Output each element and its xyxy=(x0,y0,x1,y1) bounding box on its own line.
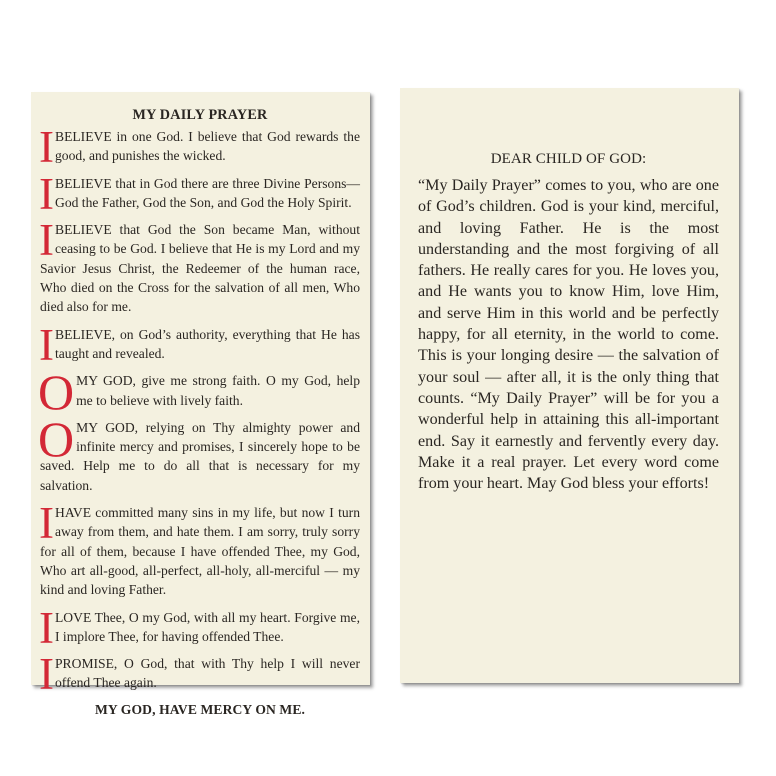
paragraph-text: BELIEVE that God the Son became Man, without ceasing to be God. I believe that He is my Lord and my Savior Jesus Christ, the Redeemer of the human race, Who died on the Cross for the salvation of all men, Who died also for me. xyxy=(40,222,360,315)
dropcap-letter: I xyxy=(39,168,54,219)
dropcap-letter: I xyxy=(39,602,54,653)
prayer-paragraph xyxy=(38,410,360,495)
dropcap-letter: O xyxy=(38,364,75,421)
prayer-paragraph xyxy=(39,215,360,316)
dropcap-letter: I xyxy=(39,649,54,700)
dropcap-letter: I xyxy=(39,122,54,172)
dropcap-letter: I xyxy=(39,498,54,549)
prayer-paragraph xyxy=(39,602,360,653)
paragraph-text: MY GOD, give me strong faith. O my God, help me to believe with lively faith. xyxy=(76,373,360,408)
prayer-card-front xyxy=(31,92,370,717)
closing-invocation: MY GOD, HAVE MERCY ON ME. xyxy=(94,701,306,717)
letter-body: “My Daily Prayer” comes to you, who are one of God’s children. God is your kind, merciful, and loving Father. He is the most understanding and the most forgiving of all fathers. He really cares for you. He loves you, and He wants you to know Him, love Him, and serve Him in this world and be perfectly happy, for all eternity, in the world to come. This is your longing desire — the salvation of your soul — after all, it is the only thing that counts. “My Daily Prayer” will be for you a wonderful help in attaining this all-important end. Say it earnestly and fervently every day. Make it a real prayer. Let every word come from your heart. May God bless your efforts! xyxy=(418,177,719,493)
prayer-paragraph xyxy=(38,364,360,421)
prayer-paragraph xyxy=(39,498,360,599)
prayer-paragraph xyxy=(39,319,360,370)
paragraph-text: BELIEVE in one God. I believe that God rewards the good, and punishes the wicked. xyxy=(55,129,360,164)
prayer-paragraph xyxy=(39,649,360,700)
dropcap-letter: I xyxy=(39,215,54,266)
paragraph-text: PROMISE, O God, that with Thy help I will never offend Thee again. xyxy=(55,656,360,691)
prayer-paragraph xyxy=(39,168,360,219)
letter-salutation: DEAR CHILD OF GOD: xyxy=(490,151,647,167)
paragraph-text: BELIEVE that in God there are three Divine Persons—God the Father, God the Son, and God the Holy Spirit. xyxy=(55,175,360,210)
paragraph-text: BELIEVE, on God’s authority, everything that He has taught and revealed. xyxy=(55,326,360,361)
paragraph-text: HAVE committed many sins in my life, but now I turn away from them, and hate them. I am sorry, truly sorry for all of them, because I have offended Thee, my God, Who art all-good, all-perfect, all-holy, all-merciful — my kind and loving Father. xyxy=(40,505,360,598)
dropcap-letter: I xyxy=(39,319,54,370)
prayer-title: MY DAILY PRAYER xyxy=(132,107,268,123)
paragraph-text: LOVE Thee, O my God, with all my heart. Forgive me, I implore Thee, for having offended Thee. xyxy=(55,609,360,644)
prayer-card-back xyxy=(400,88,739,683)
dropcap-letter: O xyxy=(38,410,75,467)
prayer-paragraph xyxy=(39,122,360,172)
paragraph-text: MY GOD, relying on Thy almighty power and infinite mercy and promises, I sincerely hope to be saved. Help me to do all that is necessary for my salvation. xyxy=(40,419,360,493)
